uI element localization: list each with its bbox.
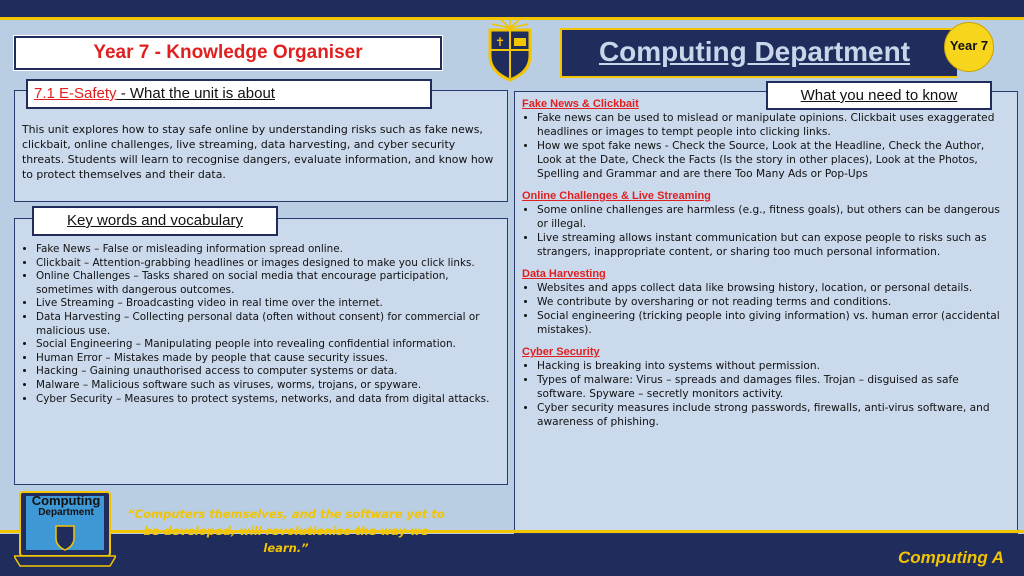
section-title: Data Harvesting	[522, 268, 606, 280]
section-points	[522, 359, 1010, 429]
keywords-heading-box	[32, 206, 278, 236]
keyword-item: • Online Challenges – Tasks shared on social media that encourage participation, sometimes with dangerous outcomes.	[36, 270, 500, 297]
keyword-item: • Human Error – Mistakes made by people that cause security issues.	[36, 352, 500, 366]
quote: “Computers themselves, and the software yet to be developed, will revolutionise the way we learn.”	[127, 507, 445, 555]
section-title: Cyber Security	[522, 346, 600, 358]
section-title: Online Challenges & Live Streaming	[522, 190, 711, 202]
section-point: • Websites and apps collect data like browsing history, location, or personal details.	[537, 281, 1010, 295]
school-crest-icon	[480, 16, 540, 82]
section-point: • How we spot fake news - Check the Source, Look at the Headline, Check the Author, Look at the Date, Check the Facts (Is the story in other places), Look at the Photos, Spelling and Grammar and are there Too Many Ads or Pop-Ups	[537, 139, 1010, 181]
section-point: • Some online challenges are harmless (e.g., fitness goals), but others can be dangerous or illegal.	[537, 203, 1010, 231]
logo-line1: Computing	[31, 493, 101, 508]
keyword-item: • Hacking – Gaining unauthorised access to computer systems or data.	[36, 365, 500, 379]
keyword-item: • Clickbait – Attention-grabbing headlines or images designed to make you click links.	[36, 257, 500, 271]
keyword-item: • Social Engineering – Manipulating people into revealing confidential information.	[36, 338, 500, 352]
logo-text	[26, 494, 106, 519]
keywords-list	[22, 243, 500, 406]
section-point: • Social engineering (tricking people into giving information) vs. human error (accidental mistakes).	[537, 309, 1010, 337]
keyword-item: • Fake News – False or misleading information spread online.	[36, 243, 500, 257]
section-point: • Fake news can be used to mislead or manipulate opinions. Clickbait uses exaggerated headlines or images to tempt people into clicking links.	[537, 111, 1010, 139]
need-to-know-heading: What you need to know	[800, 87, 958, 104]
keywords-list-wrap	[22, 243, 500, 406]
section-point: • Live streaming allows instant communication but can expose people to risks such as strangers, inappropriate content, or sharing too much personal information.	[537, 231, 1010, 259]
logo-line2: Department	[38, 507, 94, 518]
footer-label: Computing A	[898, 548, 1005, 567]
need-to-know-content	[522, 97, 1010, 437]
unit-heading-text: - What the unit is about	[116, 85, 275, 102]
section-point: • Hacking is breaking into systems without permission.	[537, 359, 1010, 373]
unit-code: 7.1 E-Safety	[34, 85, 117, 102]
keyword-item: • Live Streaming – Broadcasting video in real time over the internet.	[36, 297, 500, 311]
unit-description: This unit explores how to stay safe online by understanding risks such as fake news, clickbait, online challenges, live streaming, data harvesting, and cyber security threats. Students will learn to recognise dangers, evaluate information, and know how to protect themselves and their data.	[22, 123, 494, 181]
year-badge: Year 7	[944, 22, 994, 72]
keyword-item: • Data Harvesting – Collecting personal data (often without consent) for commercial or malicious use.	[36, 311, 500, 338]
svg-text:✝: ✝	[494, 35, 506, 49]
section-points	[522, 203, 1010, 259]
keywords-heading: Key words and vocabulary	[67, 212, 243, 229]
department-banner	[560, 28, 957, 78]
section-title: Fake News & Clickbait	[522, 98, 639, 110]
unit-heading	[26, 79, 432, 109]
section-points	[522, 111, 1010, 181]
section-point: • Cyber security measures include strong passwords, firewalls, anti-virus software, and awareness of phishing.	[537, 401, 1010, 429]
section-points	[522, 281, 1010, 337]
keyword-item: • Malware – Malicious software such as viruses, worms, trojans, or spyware.	[36, 379, 500, 393]
page-title: Year 7 - Knowledge Organiser	[93, 42, 363, 63]
section-point: • Types of malware: Virus – spreads and damages files. Trojan – disguised as safe software. Spyware – secretly monitors activity.	[537, 373, 1010, 401]
section-point: • We contribute by oversharing or not reading terms and conditions.	[537, 295, 1010, 309]
department-title: Computing Department	[598, 36, 911, 67]
keyword-item: • Cyber Security – Measures to protect systems, networks, and data from digital attacks.	[36, 393, 500, 407]
page-title-box	[14, 36, 442, 70]
